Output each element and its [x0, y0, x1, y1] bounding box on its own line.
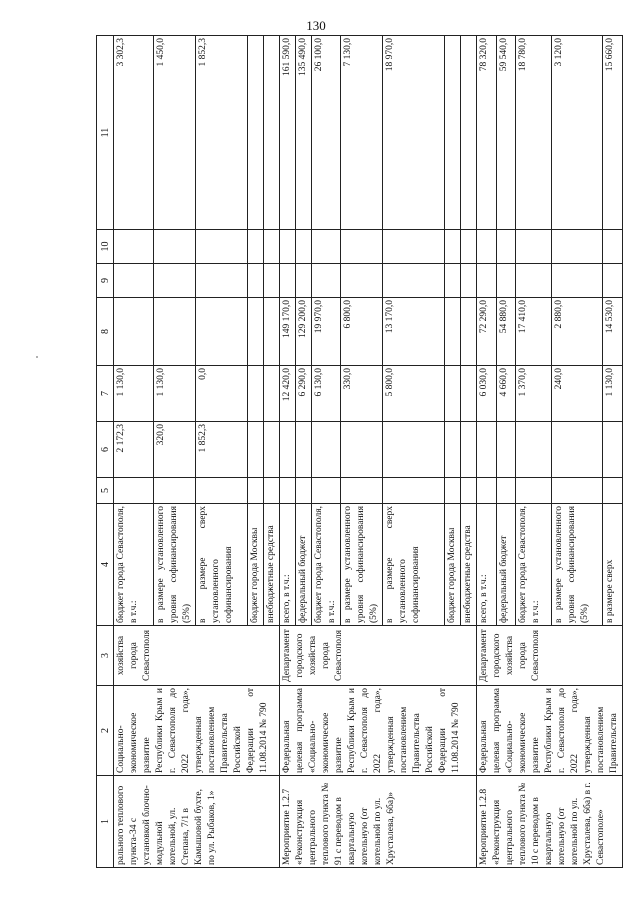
amount-cell-c6 [341, 422, 383, 478]
amount-cell-c6 [516, 422, 552, 478]
header-cell: 10 [97, 230, 114, 264]
amount-cell-c9 [312, 264, 341, 298]
amount-cell-c8: 14 530,0 [603, 298, 623, 366]
amount-cell-c11: 135 490,0 [296, 36, 312, 230]
funding-source-cell: бюджет города Севастополя, в т.ч.: [312, 504, 341, 626]
amount-cell-c8 [154, 298, 196, 366]
amount-cell-c9 [383, 264, 445, 298]
amount-cell-c7 [461, 366, 477, 422]
amount-cell-c10 [383, 230, 445, 264]
amount-cell-c8: 72 290,0 [477, 298, 497, 366]
amount-cell-c10 [264, 230, 280, 264]
amount-cell-c6 [551, 422, 603, 478]
amount-cell-c11: 59 540,0 [496, 36, 516, 230]
amount-cell-c5 [383, 478, 445, 504]
amount-cell-c11: 3 120,0 [551, 36, 603, 230]
amount-cell-c7: 0,0 [196, 366, 248, 422]
amount-cell-c10 [341, 230, 383, 264]
amount-cell-c8 [114, 298, 154, 366]
amount-cell-c9 [248, 264, 264, 298]
amount-cell-c5 [516, 478, 552, 504]
funding-source-cell: в размере сверх установленного софинансирования [383, 504, 445, 626]
amount-cell-c7: 5 800,0 [383, 366, 445, 422]
executor-cell: Департамент городского хозяйства города Севастополя [280, 626, 477, 686]
amount-cell-c7: 1 130,0 [603, 366, 623, 422]
amount-cell-c8: 19 970,0 [312, 298, 341, 366]
amount-cell-c7 [248, 366, 264, 422]
funding-source-cell: в размере сверх установленного софинансирования [196, 504, 248, 626]
rotated-table [96, 36, 619, 868]
funding-source-cell: всего, в т.ч.: [477, 504, 497, 626]
scan-speck [36, 356, 38, 358]
amount-cell-c8: 6 800,0 [341, 298, 383, 366]
amount-cell-c9 [496, 264, 516, 298]
financing-table [96, 35, 623, 868]
amount-cell-c5 [603, 478, 623, 504]
amount-cell-c8: 2 880,0 [551, 298, 603, 366]
funding-source-cell: бюджет города Москвы [445, 504, 461, 626]
amount-cell-c7: 6 290,0 [296, 366, 312, 422]
amount-cell-c9 [154, 264, 196, 298]
amount-cell-c6: 2 172,3 [114, 422, 154, 478]
amount-cell-c9 [341, 264, 383, 298]
amount-cell-c9 [477, 264, 497, 298]
amount-cell-c9 [114, 264, 154, 298]
amount-cell-c5 [445, 478, 461, 504]
amount-cell-c8 [461, 298, 477, 366]
amount-cell-c7: 4 660,0 [496, 366, 516, 422]
amount-cell-c6 [248, 422, 264, 478]
header-cell: 11 [97, 36, 114, 230]
executor-cell: хозяйства города Севастополя [114, 626, 280, 686]
amount-cell-c5 [341, 478, 383, 504]
amount-cell-c10 [603, 230, 623, 264]
amount-cell-c11: 18 780,0 [516, 36, 552, 230]
activity-name-cell: Мероприятие 1.2.8 «Реконструкция центрального теплового пункта № 10 с переводом в квартальную котельную (от котельной по ул. Хрусталева, 6ба) в г. Севастополе» [477, 776, 623, 868]
funding-source-cell: бюджет города Севастополя, в т.ч.: [516, 504, 552, 626]
amount-cell-c6: 1 852,3 [196, 422, 248, 478]
funding-source-cell: в размере установленного уровня софинансирования (5%) [154, 504, 196, 626]
header-cell: 5 [97, 478, 114, 504]
amount-cell-c8: 149 170,0 [280, 298, 296, 366]
amount-cell-c5 [551, 478, 603, 504]
amount-cell-c10 [496, 230, 516, 264]
amount-cell-c10 [477, 230, 497, 264]
amount-cell-c10 [445, 230, 461, 264]
amount-cell-c9 [516, 264, 552, 298]
amount-cell-c5 [496, 478, 516, 504]
funding-source-cell: в размере установленного уровня софинансирования (5%) [551, 504, 603, 626]
amount-cell-c9 [196, 264, 248, 298]
amount-cell-c11: 26 100,0 [312, 36, 341, 230]
amount-cell-c10 [196, 230, 248, 264]
amount-cell-c7: 330,0 [341, 366, 383, 422]
amount-cell-c11 [461, 36, 477, 230]
amount-cell-c5 [312, 478, 341, 504]
amount-cell-c5 [248, 478, 264, 504]
amount-cell-c8: 54 880,0 [496, 298, 516, 366]
amount-cell-c11: 18 970,0 [383, 36, 445, 230]
amount-cell-c6 [383, 422, 445, 478]
page-number: 130 [306, 18, 326, 33]
amount-cell-c11 [445, 36, 461, 230]
program-cell: Федеральная целевая программа «Социально-экономическое развитие Республики Крым и г. Севастополя до 2022 года», утвержденная постановлением Правительства [477, 686, 623, 776]
amount-cell-c6 [603, 422, 623, 478]
header-cell: 2 [97, 686, 114, 776]
amount-cell-c11: 161 590,0 [280, 36, 296, 230]
amount-cell-c9 [603, 264, 623, 298]
amount-cell-c6 [477, 422, 497, 478]
amount-cell-c9 [280, 264, 296, 298]
amount-cell-c6 [280, 422, 296, 478]
amount-cell-c10 [516, 230, 552, 264]
table-row [477, 36, 497, 868]
amount-cell-c7: 1 370,0 [516, 366, 552, 422]
header-cell: 7 [97, 366, 114, 422]
amount-cell-c11: 7 130,0 [341, 36, 383, 230]
funding-source-cell: внебюджетные средства [264, 504, 280, 626]
amount-cell-c10 [248, 230, 264, 264]
amount-cell-c8 [264, 298, 280, 366]
amount-cell-c5 [461, 478, 477, 504]
amount-cell-c5 [477, 478, 497, 504]
rotated-table-container [96, 36, 619, 868]
amount-cell-c5 [296, 478, 312, 504]
funding-source-cell: федеральный бюджет [496, 504, 516, 626]
amount-cell-c8 [248, 298, 264, 366]
program-cell: Социально-экономическое развитие Республики Крым и г. Севастополя до 2022 года», утвержденная постановлением Правительства Российской Федерации от 11.08.2014 № 790 [114, 686, 280, 776]
activity-name-cell: Мероприятие 1.2.7 «Реконструкция центрального теплового пункта № 91 с переводом в квартальную котельную (от котельной по ул. Хрусталева, 6ба)» [280, 776, 477, 868]
header-row [97, 36, 114, 868]
amount-cell-c5 [196, 478, 248, 504]
amount-cell-c10 [551, 230, 603, 264]
amount-cell-c6 [312, 422, 341, 478]
table-row [280, 36, 296, 868]
funding-source-cell: в размере установленного уровня софинансирования (5%) [341, 504, 383, 626]
amount-cell-c11: 15 660,0 [603, 36, 623, 230]
amount-cell-c9 [296, 264, 312, 298]
amount-cell-c8: 13 170,0 [383, 298, 445, 366]
header-cell: 6 [97, 422, 114, 478]
amount-cell-c10 [461, 230, 477, 264]
amount-cell-c11 [264, 36, 280, 230]
funding-source-cell: внебюджетные средства [461, 504, 477, 626]
amount-cell-c9 [461, 264, 477, 298]
amount-cell-c11: 1 852,3 [196, 36, 248, 230]
amount-cell-c10 [312, 230, 341, 264]
amount-cell-c11: 3 302,3 [114, 36, 154, 230]
amount-cell-c5 [114, 478, 154, 504]
table-row [114, 36, 154, 868]
amount-cell-c10 [114, 230, 154, 264]
funding-source-cell: бюджет города Севастополя, в т.ч.: [114, 504, 154, 626]
funding-source-cell: в размере сверх [603, 504, 623, 626]
amount-cell-c6: 320,0 [154, 422, 196, 478]
amount-cell-c10 [296, 230, 312, 264]
funding-source-cell: федеральный бюджет [296, 504, 312, 626]
activity-name-cell: рального теплового пункта-34 с установкой блочно-модульной котельной, ул. Степана, 7/1 в Камышовой бухте, по ул. Рыбаков, 1» [114, 776, 280, 868]
amount-cell-c8 [196, 298, 248, 366]
funding-source-cell: всего, в т.ч.: [280, 504, 296, 626]
amount-cell-c11 [248, 36, 264, 230]
amount-cell-c7: 1 130,0 [114, 366, 154, 422]
header-cell: 9 [97, 264, 114, 298]
amount-cell-c10 [280, 230, 296, 264]
executor-cell: Департамент городского хозяйства города Севастополя [477, 626, 623, 686]
amount-cell-c7: 6 130,0 [312, 366, 341, 422]
amount-cell-c7: 1 130,0 [154, 366, 196, 422]
amount-cell-c6 [461, 422, 477, 478]
amount-cell-c8 [445, 298, 461, 366]
amount-cell-c7 [264, 366, 280, 422]
amount-cell-c7: 12 420,0 [280, 366, 296, 422]
amount-cell-c7 [445, 366, 461, 422]
amount-cell-c11: 78 320,0 [477, 36, 497, 230]
amount-cell-c8: 129 200,0 [296, 298, 312, 366]
amount-cell-c9 [264, 264, 280, 298]
amount-cell-c9 [445, 264, 461, 298]
amount-cell-c5 [280, 478, 296, 504]
amount-cell-c5 [154, 478, 196, 504]
amount-cell-c9 [551, 264, 603, 298]
amount-cell-c6 [496, 422, 516, 478]
amount-cell-c7: 240,0 [551, 366, 603, 422]
amount-cell-c8: 17 410,0 [516, 298, 552, 366]
header-cell: 4 [97, 504, 114, 626]
amount-cell-c7: 6 030,0 [477, 366, 497, 422]
header-cell: 8 [97, 298, 114, 366]
amount-cell-c11: 1 450,0 [154, 36, 196, 230]
amount-cell-c10 [154, 230, 196, 264]
amount-cell-c6 [264, 422, 280, 478]
amount-cell-c5 [264, 478, 280, 504]
header-cell: 3 [97, 626, 114, 686]
header-cell: 1 [97, 776, 114, 868]
funding-source-cell: бюджет города Москвы [248, 504, 264, 626]
amount-cell-c6 [445, 422, 461, 478]
amount-cell-c6 [296, 422, 312, 478]
program-cell: Федеральная целевая программа «Социально-экономическое развитие Республики Крым и г. Севастополя до 2022 года», утвержденная постановлением Правительства Российской Федерации от 11.08.2014 № 790 [280, 686, 477, 776]
